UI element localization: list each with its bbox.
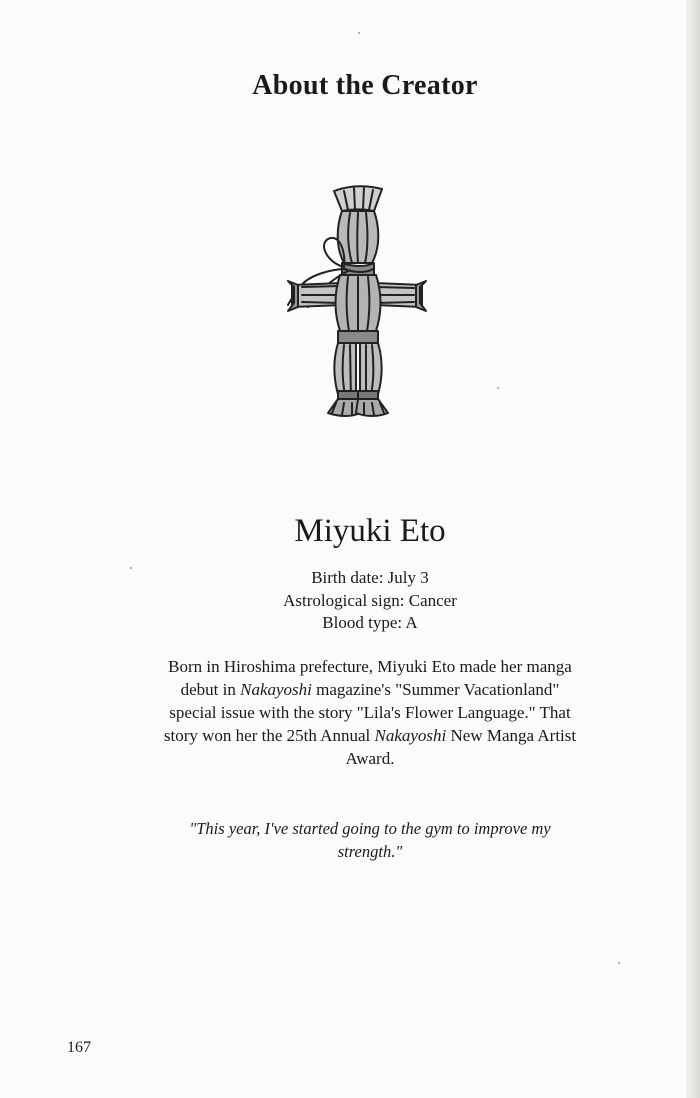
birth-date: Birth date: July 3: [311, 568, 429, 587]
creator-bio: [160, 655, 580, 770]
blood-type: Blood type: A: [322, 613, 418, 632]
paper-speck: [497, 387, 499, 389]
bio-text-1: Born in Hiroshima prefecture, Miyuki Eto made her manga debut in: [168, 657, 572, 699]
bio-magazine-2: Nakayoshi: [374, 726, 447, 745]
straw-doll-icon: [262, 183, 442, 423]
bio-magazine-1: Nakayoshi: [240, 680, 312, 699]
paper-speck: [618, 962, 620, 964]
creator-facts: [0, 567, 700, 635]
paper-speck: [358, 32, 360, 34]
bio-text-2: magazine's "Summer Vacationland" special issue with the story "Lila's Flower Language." That story won her the 25th Annual: [163, 680, 571, 745]
creator-name: Miyuki Eto: [294, 513, 446, 549]
bio-text-3: New Manga Artist Award.: [345, 726, 577, 768]
page-number: 167: [67, 1039, 91, 1056]
astrological-sign: Astrological sign: Cancer: [283, 590, 457, 610]
page-title: About the Creator: [252, 70, 478, 101]
creator-quote: "This year, I've started going to the gym to improve my strength.": [189, 819, 551, 861]
paper-speck: [130, 567, 132, 569]
